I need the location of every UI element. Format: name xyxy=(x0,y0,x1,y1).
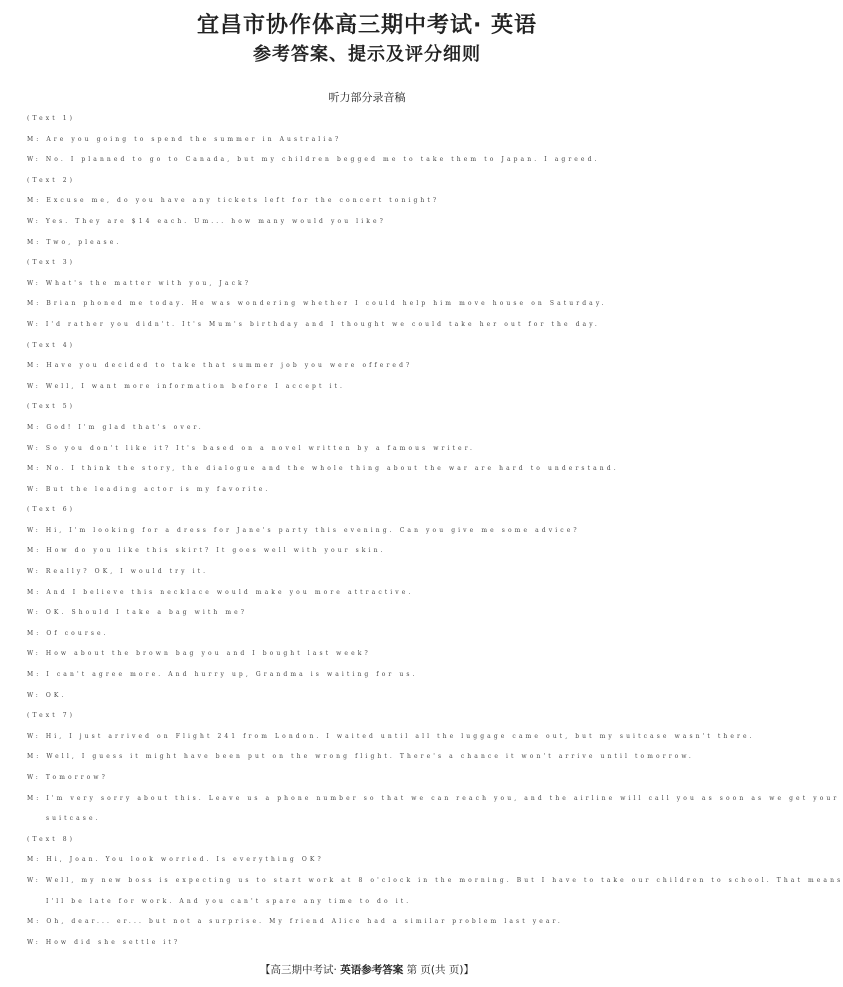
transcript-line: W: So you don't like it? It's based on a novel written by a famous writer. xyxy=(27,444,476,452)
transcript-line: (Text 7) xyxy=(27,712,76,720)
transcript-line: M: Of course. xyxy=(27,629,109,637)
transcript-line: W: Well, I want more information before I accept it. xyxy=(27,382,345,390)
footer-page-info: 第 页(共 页) xyxy=(403,964,464,976)
transcript-line: W: Hi, I just arrived on Flight 241 from London. I waited until all the luggage came out, but my suitcase wasn't there. xyxy=(27,732,755,740)
transcript-line: M: Hi, Joan. You look worried. Is everything OK? xyxy=(27,856,324,864)
transcript-line: I'll be late for work. And you can't spare any time to do it. xyxy=(46,897,412,905)
transcript-line: W: But the leading actor is my favorite. xyxy=(27,485,271,493)
transcript-line: W: Really? OK, I would try it. xyxy=(27,568,209,576)
page-footer xyxy=(0,962,734,977)
section-heading: 听力部分录音稿 xyxy=(328,91,406,104)
transcript-line: M: Well, I guess it might have been put on the wrong flight. There's a chance it won't arrive until tomorrow. xyxy=(27,753,694,761)
footer-prefix: 高三期中考试· xyxy=(270,964,341,976)
transcript-line: M: I can't agree more. And hurry up, Grandma is waiting for us. xyxy=(27,671,418,679)
transcript-line: W: How did she settle it? xyxy=(27,938,181,946)
transcript-line: suitcase. xyxy=(46,815,101,823)
transcript-line: W: OK. xyxy=(27,691,67,699)
transcript-line: W: Hi, I'm looking for a dress for Jane's party this evening. Can you give me some advice? xyxy=(27,526,580,534)
transcript-line: M: Excuse me, do you have any tickets left for the concert tonight? xyxy=(27,197,440,205)
document-subtitle: 参考答案、提示及评分细则 xyxy=(253,44,481,65)
transcript-line: M: I'm very sorry about this. Leave us a phone number so that we can reach you, and the airline will call you as soon as we get your xyxy=(27,794,840,802)
transcript-line: M: How do you like this skirt? It goes well with your skin. xyxy=(27,547,386,555)
transcript-line: M: Are you going to spend the summer in Australia? xyxy=(27,135,342,143)
footer-subject: 英语参考答案 xyxy=(340,964,404,976)
transcript-body xyxy=(27,109,843,953)
transcript-line: W: OK. Should I take a bag with me? xyxy=(27,609,248,617)
transcript-line: (Text 6) xyxy=(27,506,76,514)
transcript-line: M: Oh, dear... er... but not a surprise. My friend Alice had a similar problem last year. xyxy=(27,918,563,926)
transcript-line: W: What's the matter with you, Jack? xyxy=(27,279,252,287)
transcript-line: W: Yes. They are $14 each. Um... how many would you like? xyxy=(27,217,386,225)
footer-close-bracket: 】 xyxy=(463,964,474,976)
transcript-line: (Text 3) xyxy=(27,259,76,267)
transcript-line: M: Have you decided to take that summer job you were offered? xyxy=(27,362,413,370)
transcript-line: M: And I believe this necklace would make you more attractive. xyxy=(27,588,414,596)
document-title: 宜昌市协作体高三期中考试· 英语 xyxy=(196,13,538,38)
transcript-line: (Text 1) xyxy=(27,115,76,122)
transcript-line: M: God! I'm glad that's over. xyxy=(27,423,204,431)
transcript-line: M: No. I think the story, the dialogue and the whole thing about the war are hard to understand. xyxy=(27,465,619,473)
transcript-line: W: How about the brown bag you and I bought last week? xyxy=(27,650,371,658)
transcript-line: W: I'd rather you didn't. It's Mum's birthday and I thought we could take her out for the day. xyxy=(27,320,600,328)
transcript-line: (Text 8) xyxy=(27,835,76,843)
transcript-line: W: Tomorrow? xyxy=(27,774,108,781)
footer-open-bracket: 【 xyxy=(260,964,271,976)
transcript-line: (Text 4) xyxy=(27,341,76,349)
transcript-line: W: No. I planned to go to Canada, but my children begged me to take them to Japan. I agreed. xyxy=(27,156,600,164)
transcript-line: (Text 2) xyxy=(27,176,76,184)
transcript-line: W: Well, my new boss is expecting us to start work at 8 o'clock in the morning. But I have to take our children to school. That means xyxy=(27,876,843,884)
transcript-line: (Text 5) xyxy=(27,403,76,411)
transcript-line: M: Two, please. xyxy=(27,238,122,246)
transcript-line: M: Brian phoned me today. He was wondering whether I could help him move house on Saturday. xyxy=(27,300,607,308)
